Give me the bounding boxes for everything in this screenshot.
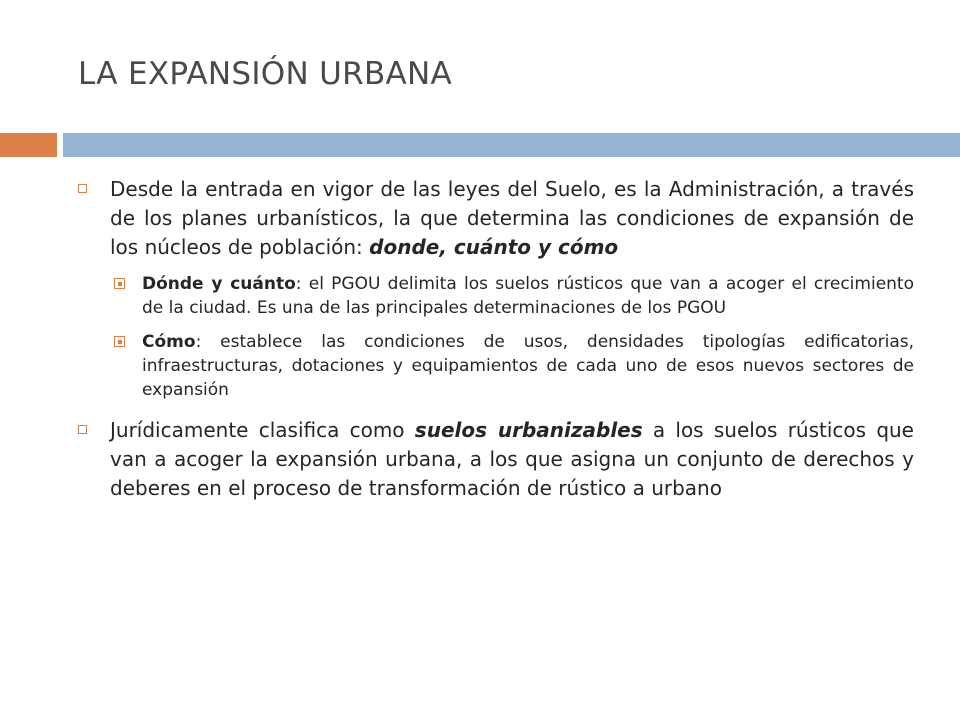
bullet-text: Desde la entrada en vigor de las leyes del Suelo, es la Administración, a través de los planes urbanísticos, la que determina las condiciones de expansión de los núcleos de población: bbox=[110, 177, 914, 259]
slide-title: LA EXPANSIÓN URBANA bbox=[78, 56, 453, 92]
slide-content bbox=[74, 175, 914, 503]
sub-bullet-item bbox=[74, 330, 914, 402]
bullet-text-after: a los suelos rústicos que van a acoger la expansión urbana, a los que asigna un conjunto de derechos y deberes en el proceso de transformación de rústico a urbano bbox=[110, 418, 914, 500]
bullet-emphasis: suelos urbanizables bbox=[414, 418, 643, 442]
accent-bar-orange bbox=[0, 133, 57, 157]
sub-bullet-lead: Cómo bbox=[142, 332, 196, 352]
square-dot-bullet-icon bbox=[114, 336, 125, 347]
sub-bullet-text: : el PGOU delimita los suelos rústicos que van a acoger el crecimiento de la ciudad. Es una de las principales determinaciones de los PGOU bbox=[142, 274, 914, 318]
square-bullet-icon bbox=[78, 184, 87, 193]
sub-bullet-item bbox=[74, 272, 914, 320]
square-dot-bullet-icon bbox=[114, 278, 125, 289]
bullet-emphasis: donde, cuánto y cómo bbox=[369, 235, 619, 259]
bullet-text: Jurídicamente clasifica como bbox=[110, 418, 415, 442]
square-bullet-icon bbox=[78, 425, 87, 434]
bullet-item bbox=[74, 175, 914, 262]
sub-bullet-text: : establece las condiciones de usos, densidades tipologías edificatorias, infraestructuras, dotaciones y equipamientos de cada uno de esos nuevos sectores de expansión bbox=[142, 332, 914, 400]
accent-bar-blue bbox=[63, 133, 960, 157]
sub-bullet-lead: Dónde y cuánto bbox=[142, 274, 296, 294]
bullet-item bbox=[74, 416, 914, 503]
